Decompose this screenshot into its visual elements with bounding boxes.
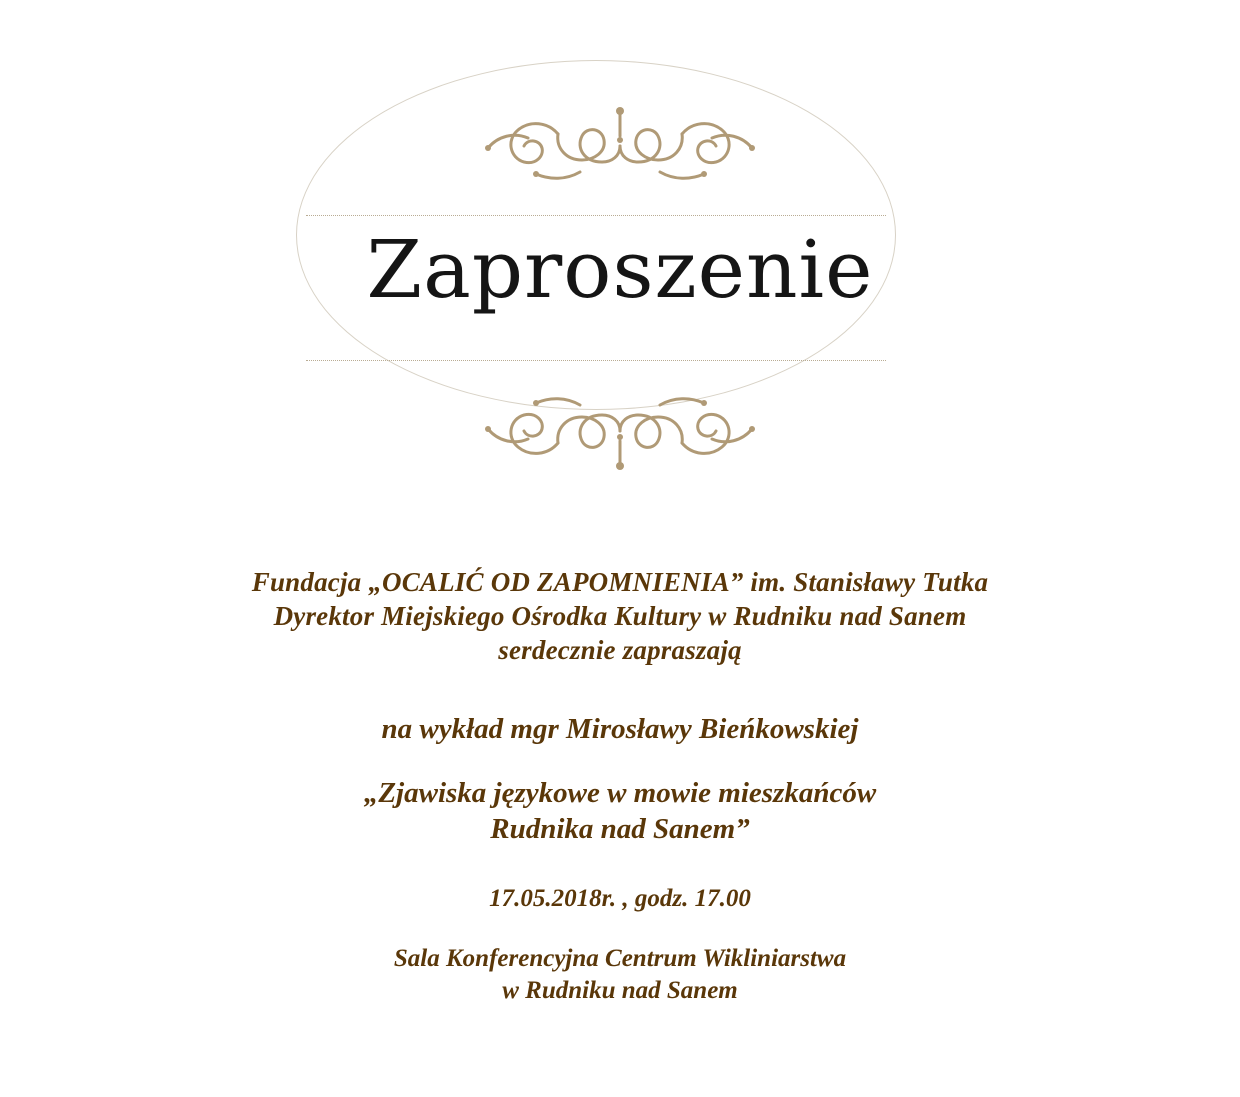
- event-datetime: 17.05.2018r. , godz. 17.00: [489, 885, 751, 912]
- venue-line-2: w Rudniku nad Sanem: [502, 977, 738, 1004]
- lecture-line: na wykład mgr Mirosławy Bieńkowskiej: [381, 713, 859, 745]
- topic-line-2: Rudnika nad Sanem”: [490, 813, 750, 845]
- invitation-text-block: [0, 565, 1240, 1007]
- organizers-paragraph: [0, 565, 1240, 667]
- venue-line-1: Sala Konferencyjna Centrum Wikliniarstwa: [393, 945, 847, 972]
- organizer-line-1: Fundacja „OCALIĆ OD ZAPOMNIENIA” im. Stanisławy Tutka: [251, 567, 989, 597]
- lecture-topic: [0, 775, 1240, 847]
- topic-line-1: „Zjawiska językowe w mowie mieszkańców: [363, 777, 877, 809]
- dotted-divider-bottom: [306, 360, 886, 361]
- invitation-header: [0, 40, 1240, 440]
- floral-flourish-top-icon: [410, 102, 830, 207]
- invitation-title: Zaproszenie: [366, 223, 874, 316]
- event-venue: [0, 943, 1240, 1007]
- organizer-line-2: Dyrektor Miejskiego Ośrodka Kultury w Rudniku nad Sanem: [273, 601, 967, 631]
- dotted-divider-top: [306, 215, 886, 216]
- floral-flourish-bottom-icon: [410, 370, 830, 475]
- organizer-line-3: serdecznie zapraszają: [498, 635, 742, 665]
